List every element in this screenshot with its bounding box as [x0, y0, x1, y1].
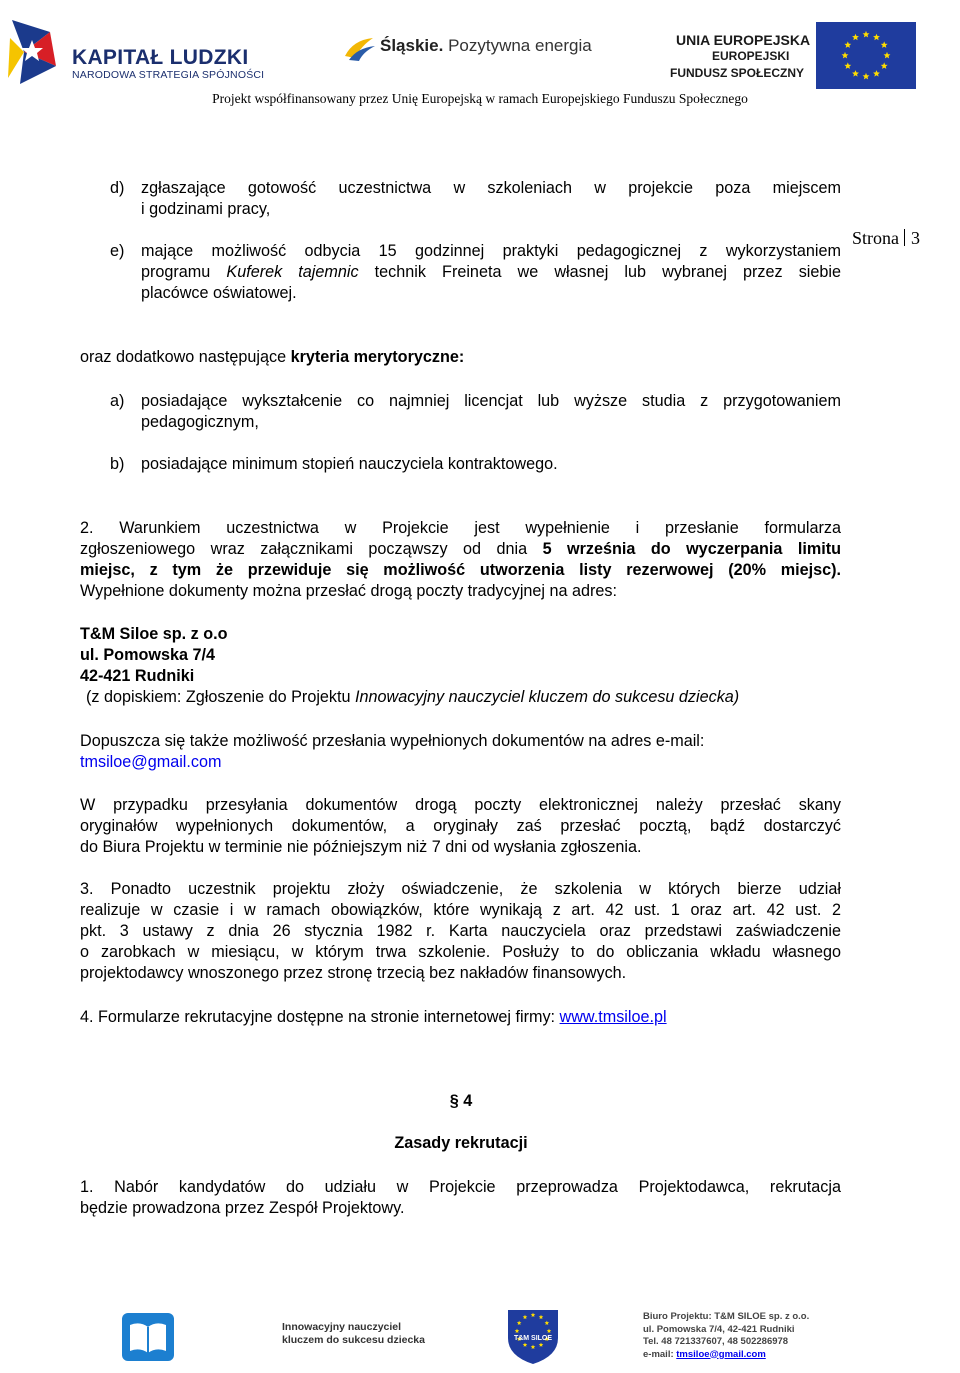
item-d-line-2: i godzinami pracy,	[141, 200, 271, 218]
address-city	[80, 666, 194, 687]
section3-line-2: realizuje w czasie i w ramach obowiązków, które wynikają z art. 42 ust. 1 oraz art. 42 ust. 2	[80, 901, 841, 919]
section3-line-3: pkt. 3 ustawy z dnia 26 stycznia 1982 r. Karta nauczyciela oraz przedstawi zaświadczenie	[80, 922, 841, 940]
criteria-a-line-1: posiadające wykształcenie co najmniej licencjat lub wyższe studia z przygotowaniem	[141, 392, 841, 410]
section2-line-2-text: zgłoszeniowego wraz załącznikami począwszy od dnia	[80, 540, 543, 558]
ue-line-2: EUROPEJSKI	[712, 49, 790, 63]
footer-office-line-1: Biuro Projektu: T&M SILOE sp. z o.o.	[643, 1311, 810, 1322]
section2-line-1: 2. Warunkiem uczestnictwa w Projekcie jest wypełnienie i przesłanie formularza	[80, 519, 841, 537]
electronic-line-2: oryginałów wypełnionych dokumentów, a oryginały zaś przesłać pocztą, bądź dostarczyć	[80, 817, 841, 835]
slaskie-tagline: Pozytywna energia	[448, 36, 592, 55]
footer-office-line-4	[643, 1349, 809, 1362]
slaskie-brand	[380, 36, 592, 56]
list-label-b: b)	[110, 455, 125, 473]
page-separator	[904, 229, 905, 246]
electronic-line-1: W przypadku przesyłania dokumentów drogą poczty elektronicznej należy przesłać skany	[80, 796, 841, 814]
item-e-line-3: placówce oświatowej.	[141, 284, 297, 302]
footer-office-line-2: ul. Pomowska 7/4, 42-421 Rudniki	[643, 1323, 795, 1335]
paragraph-title	[360, 1133, 562, 1154]
recruitment-line-2: będzie prowadzona przez Zespół Projektowy.	[80, 1199, 405, 1217]
section4-text: 4. Formularze rekrutacyjne dostępne na stronie internetowej firmy:	[80, 1008, 560, 1026]
list-label-a: a)	[110, 392, 125, 410]
ue-line-3: FUNDUSZ SPOŁECZNY	[670, 66, 805, 80]
page-label: Strona	[852, 228, 899, 248]
shield-text: T&M SILOE	[513, 1335, 553, 1342]
project-cofinancing-note: Projekt współfinansowany przez Unię Europejską w ramach Europejskiego Funduszu Społecznego	[212, 91, 748, 106]
book-logo-icon	[120, 1309, 176, 1365]
item-e-line-2	[141, 262, 841, 283]
criteria-intro-text: oraz dodatkowo następujące	[80, 348, 291, 366]
footer-office-info	[643, 1311, 809, 1361]
paragraph-title-text: Zasady rekrutacji	[394, 1134, 528, 1152]
section2-line-3	[80, 560, 841, 581]
footer-mail-link[interactable]: tmsiloe@gmail.com	[676, 1348, 766, 1360]
kapital-ludzki-logo	[6, 18, 58, 86]
ue-line-1: UNIA EUROPEJSKA	[676, 32, 811, 48]
kapital-ludzki-subtitle: NARODOWA STRATEGIA SPÓJNOŚCI	[72, 69, 265, 81]
footer-project-name	[282, 1321, 425, 1347]
section3-line-1: 3. Ponadto uczestnik projektu złoży oświadczenie, że szkolenia w których bierze udział	[80, 880, 841, 898]
email-address[interactable]: tmsiloe@gmail.com	[80, 753, 222, 771]
list-label-d: d)	[110, 179, 125, 197]
paragraph-symbol	[380, 1091, 542, 1112]
section2-line-3-bold: miejsc, z tym że przewiduje się możliwość utworzenia listy rezerwowej (20% miejsc).	[80, 561, 841, 579]
slaskie-logo-icon	[343, 36, 377, 62]
kapital-ludzki-title: KAPITAŁ LUDZKI	[72, 46, 249, 69]
footer-project-line-1: Innowacyjny nauczyciel	[282, 1321, 402, 1333]
slaskie-name: Śląskie.	[380, 36, 444, 55]
electronic-line-3: do Biura Projektu w terminie nie późniejszym niż 7 dni od wysłania zgłoszenia.	[80, 838, 642, 856]
criteria-intro-bold: kryteria merytoryczne:	[290, 348, 465, 366]
section2-line-2-bold: 5 września do wyczerpania limitu	[542, 540, 841, 558]
paragraph-symbol-text: § 4	[449, 1092, 473, 1110]
criteria-intro	[80, 347, 464, 368]
list-label-e: e)	[110, 242, 125, 260]
section2-line-2	[80, 539, 841, 560]
address-company	[80, 624, 228, 645]
eu-flag-icon	[816, 22, 916, 89]
address-company-text: T&M Siloe sp. z o.o	[80, 625, 228, 643]
item-e-line-2-b: technik Freineta we własnej lub wybranej przez siebie	[358, 263, 842, 281]
address-street-text: ul. Pomowska 7/4	[80, 646, 215, 664]
footer-office-line-3: Tel. 48 721337607, 48 502286978	[643, 1336, 789, 1347]
page-number-value: 3	[911, 228, 920, 248]
criteria-b-line-1: posiadające minimum stopień nauczyciela kontraktowego.	[141, 455, 558, 473]
address-city-text: 42-421 Rudniki	[80, 667, 195, 685]
section2-line-4: Wypełnione dokumenty można przesłać drogą poczty tradycyjnej na adres:	[80, 582, 618, 600]
section3-line-4: o zarobkach w miesiącu, w którym trwa szkolenie. Posłuży to do obliczania wkładu własnego	[80, 943, 841, 961]
email-info-line: Dopuszcza się także możliwość przesłania wypełnionych dokumentów na adres e-mail:	[80, 732, 705, 750]
criteria-a-line-2: pedagogicznym,	[141, 413, 259, 431]
footer-mail-label: e-mail:	[643, 1348, 677, 1360]
item-e-line-2-a: programu	[141, 263, 227, 281]
address-note	[86, 687, 739, 708]
address-street	[80, 645, 215, 666]
item-e-line-1: mające możliwość odbycia 15 godzinnej praktyki pedagogicznej z wykorzystaniem	[141, 242, 841, 260]
item-d-line-1: zgłaszające gotowość uczestnictwa w szkoleniach w projekcie poza miejscem	[141, 179, 841, 197]
tm-siloe-shield-logo	[502, 1304, 564, 1366]
footer-project-line-2: kluczem do sukcesu dziecka	[282, 1334, 425, 1346]
recruitment-line-1: 1. Nabór kandydatów do udziału w Projekcie przeprowadza Projektodawca, rekrutacja	[80, 1178, 841, 1196]
section4-line	[80, 1007, 667, 1028]
address-note-project: Innowacyjny nauczyciel kluczem do sukcesu dziecka)	[355, 688, 740, 706]
item-e-program-name: Kuferek tajemnic	[226, 263, 359, 281]
address-note-text: (z dopiskiem: Zgłoszenie do Projektu	[86, 688, 356, 706]
section3-line-5: projektodawcy wnoszonego przez stronę trzecią bez nakładów finansowych.	[80, 964, 627, 982]
website-link[interactable]: www.tmsiloe.pl	[559, 1008, 667, 1026]
page-number	[852, 228, 920, 249]
